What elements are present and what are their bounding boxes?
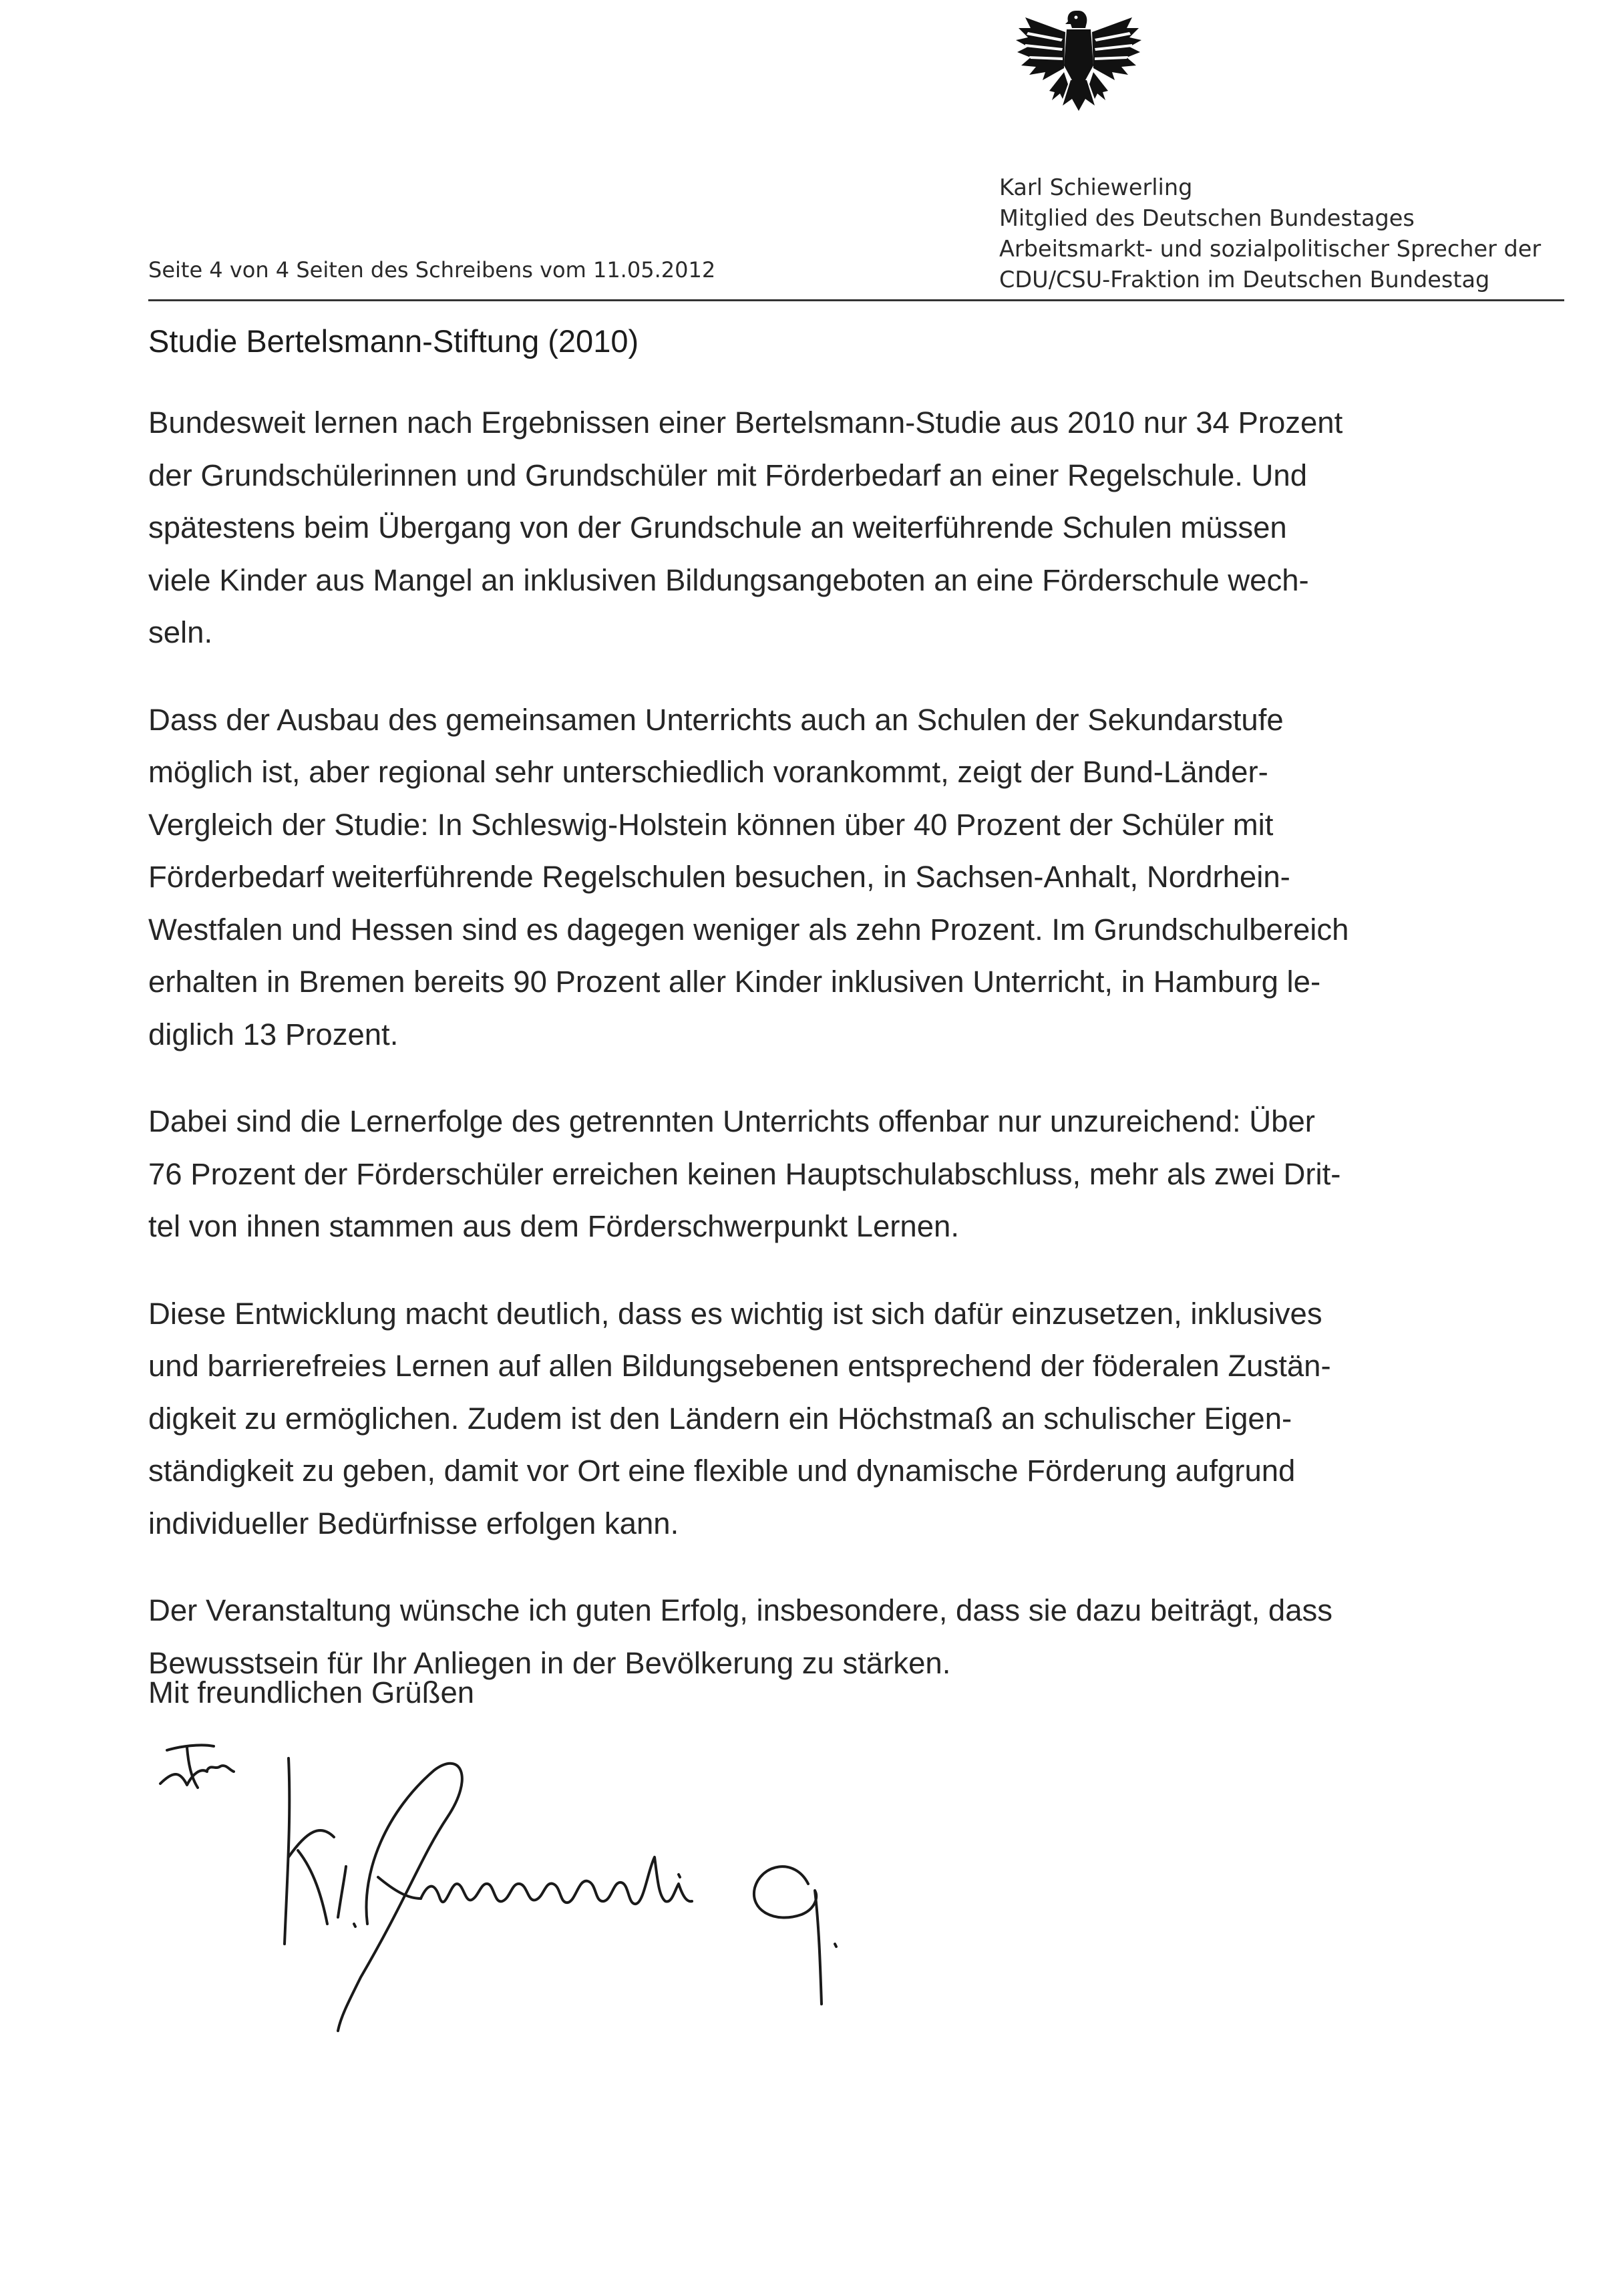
text-line: und barrierefreies Lernen auf allen Bildungsebenen entsprechend der föderalen Zustän- (148, 1349, 1331, 1383)
paragraph (148, 1096, 1457, 1253)
text-line: individueller Bedürfnisse erfolgen kann. (148, 1506, 679, 1540)
text-line: ständigkeit zu geben, damit vor Ort eine flexible und dynamische Förderung aufgrund (148, 1454, 1296, 1488)
section-heading: Studie Bertelsmann-Stiftung (2010) (148, 323, 639, 359)
text-line: tel von ihnen stammen aus dem Förderschwerpunkt Lernen. (148, 1209, 959, 1243)
text-line: viele Kinder aus Mangel an inklusiven Bildungsangeboten an eine Förderschule wech- (148, 562, 1309, 597)
sender-faction: CDU/CSU-Fraktion im Deutschen Bundestag (999, 267, 1490, 293)
text-line: Dass der Ausbau des gemeinsamen Unterrichts auch an Schulen der Sekundarstufe (148, 702, 1284, 737)
text-line: Bundesweit lernen nach Ergebnissen einer Bertelsmann-Studie aus 2010 nur 34 Prozent (148, 405, 1343, 440)
text-line: Diese Entwicklung macht deutlich, dass es wichtig ist sich dafür einzusetzen, inklusives (148, 1296, 1322, 1331)
text-line: diglich 13 Prozent. (148, 1017, 399, 1051)
text-line: 76 Prozent der Förderschüler erreichen keinen Hauptschulabschluss, mehr als zwei Drit- (148, 1156, 1341, 1191)
paragraph (148, 1288, 1457, 1550)
text-line: Westfalen und Hessen sind es dagegen weniger als zehn Prozent. Im Grundschulbereich (148, 912, 1349, 947)
text-line: digkeit zu ermöglichen. Zudem ist den Ländern ein Höchstmaß an schulischer Eigen- (148, 1401, 1292, 1436)
sender-block (999, 172, 1587, 295)
text-line: Vergleich der Studie: In Schleswig-Holstein können über 40 Prozent der Schüler mit (148, 807, 1274, 842)
text-line: erhalten in Bremen bereits 90 Prozent aller Kinder inklusiven Unterricht, in Hamburg le- (148, 965, 1321, 999)
sender-position: Arbeitsmarkt- und sozialpolitischer Sprecher der (999, 236, 1542, 262)
paragraph (148, 1585, 1457, 1689)
paragraph (148, 694, 1457, 1061)
closing-salutation: Mit freundlichen Grüßen (148, 1675, 475, 1709)
letter-body (148, 397, 1457, 1724)
text-line: Der Veranstaltung wünsche ich guten Erfolg, insbesondere, dass sie dazu beiträgt, dass (148, 1593, 1333, 1627)
header-divider (148, 299, 1564, 301)
text-line: Förderbedarf weiterführende Regelschulen besuchen, in Sachsen-Anhalt, Nordrhein- (148, 860, 1290, 894)
sender-name: Karl Schiewerling (999, 174, 1193, 200)
handwritten-signature-icon (140, 1724, 875, 2044)
paragraph (148, 397, 1457, 659)
text-line: der Grundschülerinnen und Grundschüler mit Förderbedarf an einer Regelschule. Und (148, 458, 1308, 492)
federal-eagle-icon (1012, 5, 1145, 116)
sender-role: Mitglied des Deutschen Bundestages (999, 205, 1415, 231)
page-reference: Seite 4 von 4 Seiten des Schreibens vom 11.05.2012 (148, 257, 716, 283)
text-line: seln. (148, 615, 213, 649)
text-line: spätestens beim Übergang von der Grundschule an weiterführende Schulen müssen (148, 510, 1287, 544)
text-line: Bewusstsein für Ihr Anliegen in der Bevölkerung zu stärken. (148, 1645, 951, 1680)
text-line: möglich ist, aber regional sehr unterschiedlich vorankommt, zeigt der Bund-Länder- (148, 755, 1268, 789)
text-line: Dabei sind die Lernerfolge des getrennten Unterrichts offenbar nur unzureichend: Über (148, 1104, 1315, 1138)
